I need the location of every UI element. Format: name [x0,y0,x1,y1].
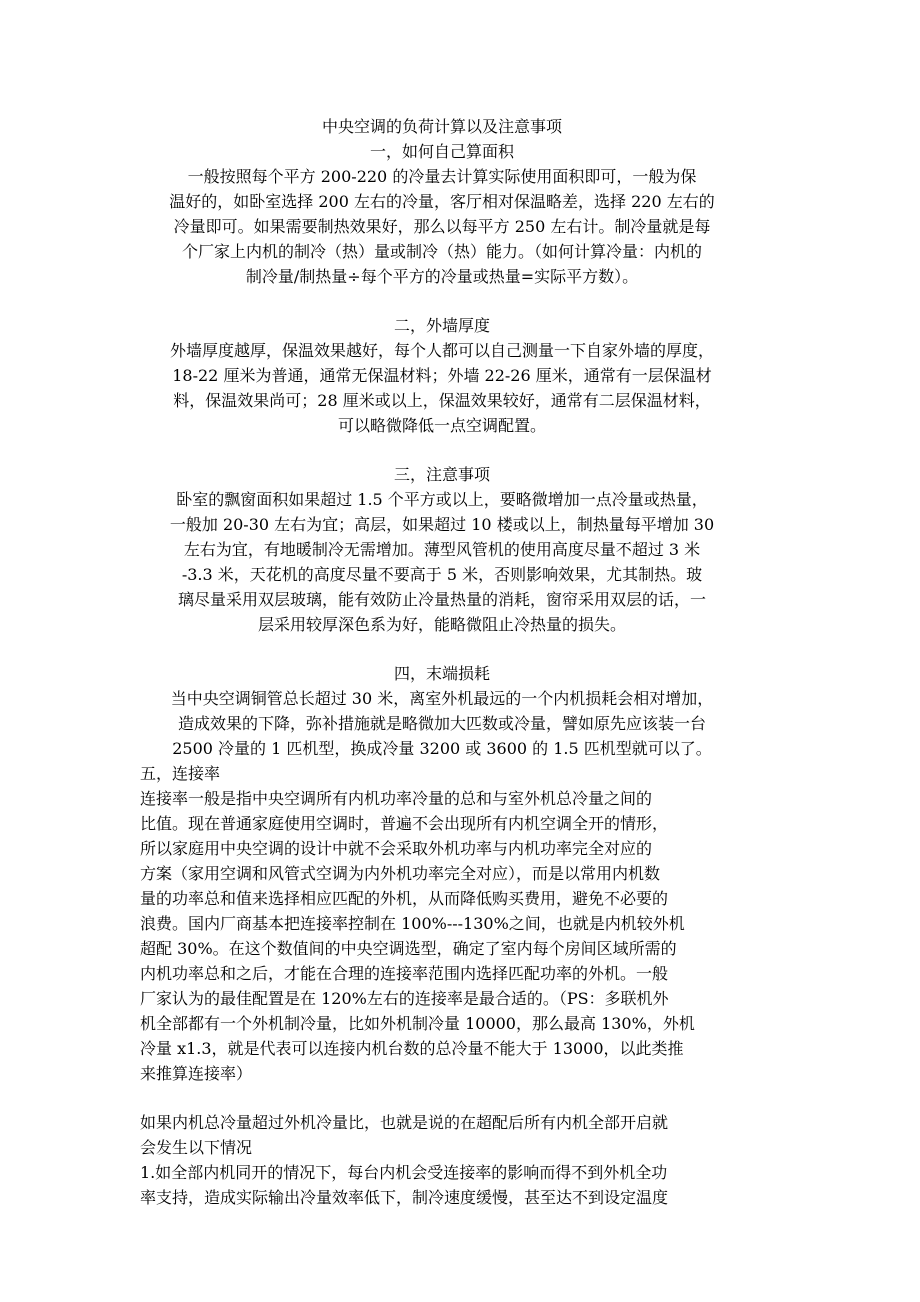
section-3-line: -3.3 米，天花机的高度尽量不要高于 5 米，否则影响效果，尤其制热。玻 [181,565,703,584]
section-3-line: 一般加 20-30 左右为宜；高层，如果超过 10 楼或以上，制热量每平增加 30 [169,515,715,534]
section-1-line: 冷量即可。如果需要制热效果好，那么以每平方 250 左右计。制冷量就是每 [173,217,711,236]
section-2-line: 18-22 厘米为普通，通常无保温材料；外墙 22-26 厘米，通常有一层保温材 [172,366,712,385]
section-6-line: 1.如全部内机同开的情况下，每台内机会受连接率的影响而得不到外机全功 [140,1163,668,1182]
section-5-line: 方案（家用空调和风管式空调为内外机功率完全对应），而是以常用内机数 [140,864,661,883]
section-4-line: 2500 冷量的 1 匹机型，换成冷量 3200 或 3600 的 1.5 匹机型就可以了。 [172,739,712,758]
section-5-line: 内机功率总和之后，才能在合理的连接率范围内选择匹配功率的外机。一般 [140,964,669,983]
section-4-line: 当中央空调铜管总长超过 30 米，离室外机最远的一个内机损耗会相对增加， [170,689,714,708]
section-5-line: 所以家庭用中央空调的设计中就不会采取外机功率与内机功率完全对应的 [140,839,653,858]
section-5-line: 来推算连接率） [140,1064,253,1083]
section-5-line: 比值。现在普通家庭使用空调时，普遍不会出现所有内机空调全开的情形， [140,814,669,833]
section-2-line: 可以略微降低一点空调配置。 [337,416,546,435]
section-4-heading: 四，末端损耗 [393,664,490,683]
section-3-line: 左右为宜，有地暖制冷无需增加。薄型风管机的使用高度尽量不超过 3 米 [183,540,701,559]
section-2-line: 料，保温效果尚可；28 厘米或以上，保温效果较好，通常有二层保温材料， [173,391,711,410]
section-5-line: 机全部都有一个外机制冷量，比如外机制冷量 10000，那么最高 130%，外机 [140,1014,695,1033]
section-4-line: 造成效果的下降，弥补措施就是略微加大匹数或冷量，譬如原先应该装一台 [177,714,706,733]
section-3-line: 卧室的飘窗面积如果超过 1.5 个平方或以上，要略微增加一点冷量或热量， [176,490,708,509]
section-6-line: 率支持，造成实际输出冷量效率低下，制冷速度缓慢，甚至达不到设定温度 [140,1188,669,1207]
section-1-line: 制冷量/制热量÷每个平方的冷量或热量=实际平方数）。 [245,267,639,286]
section-1-heading: 一，如何自己算面积 [369,142,514,161]
section-5-heading: 五，连接率 [140,764,221,783]
section-1-line: 个厂家上内机的制冷（热）量或制冷（热）能力。（如何计算冷量：内机的 [181,242,702,261]
section-2-line: 外墙厚度越厚，保温效果越好，每个人都可以自己测量一下自家外墙的厚度， [169,341,714,360]
section-2-heading: 二，外墙厚度 [393,316,490,335]
section-6-line: 会发生以下情况 [140,1138,253,1157]
section-3-line: 璃尽量采用双层玻璃，能有效防止冷量热量的消耗，窗帘采用双层的话，一 [177,590,706,609]
section-3-heading: 三，注意事项 [393,465,490,484]
section-5-line: 厂家认为的最佳配置是在 120%左右的连接率是最合适的。（PS：多联机外 [140,989,669,1008]
section-5-line: 量的功率总和值来选择相应匹配的外机，从而降低购买费用，避免不必要的 [140,889,669,908]
section-5-line: 超配 30%。在这个数值间的中央空调选型，确定了室内每个房间区域所需的 [140,939,677,958]
document-title: 中央空调的负荷计算以及注意事项 [321,117,562,136]
section-6-line: 如果内机总冷量超过外机冷量比，也就是说的在超配后所有内机全部开启就 [140,1113,669,1132]
section-1-line: 一般按照每个平方 200-220 的冷量去计算实际使用面积即可，一般为保 [187,167,697,186]
section-5-line: 连接率一般是指中央空调所有内机功率冷量的总和与室外机总冷量之间的 [140,789,653,808]
section-5-line: 浪费。国内厂商基本把连接率控制在 100%---130%之间，也就是内机较外机 [140,914,685,933]
section-3-line: 层采用较厚深色系为好，能略微阻止冷热量的损失。 [257,615,626,634]
section-1-line: 温好的，如卧室选择 200 左右的冷量，客厅相对保温略差，选择 220 左右的 [169,192,715,211]
section-5-line: 冷量 x1.3，就是代表可以连接内机台数的总冷量不能大于 13000，以此类推 [140,1039,684,1058]
